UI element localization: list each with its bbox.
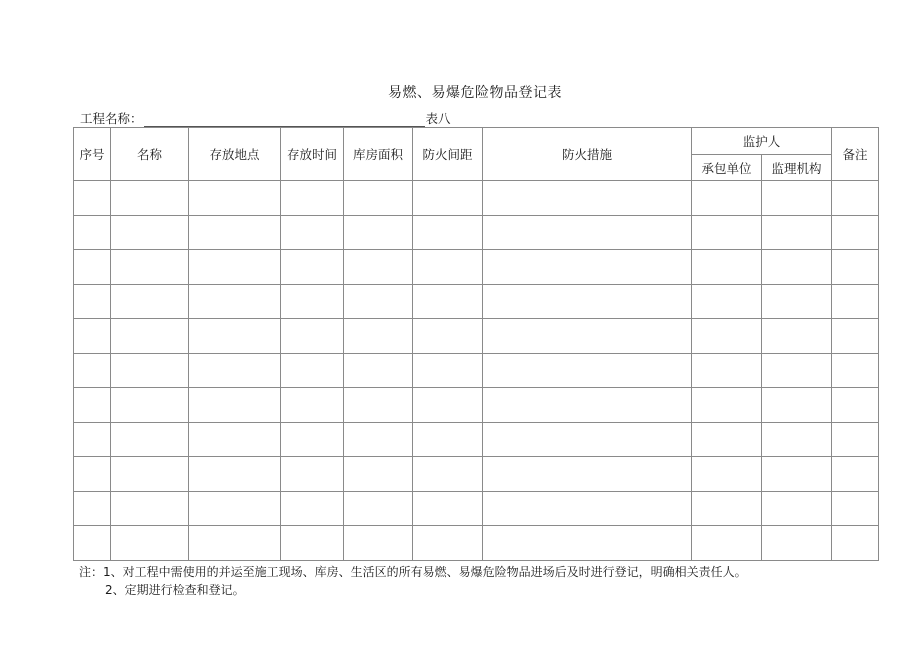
table-cell	[692, 181, 762, 216]
table-cell	[281, 422, 344, 457]
table-cell	[692, 388, 762, 423]
table-row	[74, 319, 879, 354]
project-name-field	[144, 114, 425, 127]
table-cell	[111, 215, 189, 250]
table-cell	[413, 422, 483, 457]
table-cell	[762, 250, 832, 285]
table-cell	[344, 491, 413, 526]
table-cell	[74, 491, 111, 526]
table-cell	[692, 284, 762, 319]
table-cell	[832, 422, 879, 457]
table-row	[74, 491, 879, 526]
table-cell	[483, 319, 692, 354]
table-cell	[413, 526, 483, 561]
table-cell	[281, 181, 344, 216]
table-cell	[692, 526, 762, 561]
table-cell	[832, 250, 879, 285]
document-title: 易燃、易爆危险物品登记表	[388, 85, 562, 101]
table-cell	[762, 526, 832, 561]
table-cell	[762, 215, 832, 250]
table-cell	[832, 319, 879, 354]
table-cell	[281, 388, 344, 423]
table-row	[74, 457, 879, 492]
table-cell	[413, 284, 483, 319]
table-row	[74, 181, 879, 216]
table-cell	[692, 491, 762, 526]
table-cell	[74, 250, 111, 285]
table-cell	[413, 491, 483, 526]
table-cell	[189, 388, 281, 423]
table-cell	[692, 215, 762, 250]
table-cell	[111, 422, 189, 457]
header-fire-measures: 防火措施	[483, 128, 692, 181]
notes	[79, 563, 747, 599]
table-cell	[189, 353, 281, 388]
table-cell	[762, 422, 832, 457]
table-cell	[413, 215, 483, 250]
table-cell	[762, 457, 832, 492]
table-cell	[189, 181, 281, 216]
table-cell	[832, 181, 879, 216]
table-cell	[189, 422, 281, 457]
table-cell	[483, 215, 692, 250]
table-cell	[281, 457, 344, 492]
table-cell	[344, 388, 413, 423]
table-cell	[413, 457, 483, 492]
table-cell	[111, 388, 189, 423]
table-cell	[832, 526, 879, 561]
table-cell	[832, 491, 879, 526]
table-cell	[344, 319, 413, 354]
table-row	[74, 284, 879, 319]
table-cell	[189, 457, 281, 492]
header-seq: 序号	[74, 128, 111, 181]
table-cell	[413, 353, 483, 388]
table-cell	[111, 181, 189, 216]
table-cell	[74, 181, 111, 216]
table-cell	[281, 250, 344, 285]
table-cell	[344, 422, 413, 457]
table-cell	[74, 284, 111, 319]
table-cell	[111, 353, 189, 388]
table-cell	[74, 215, 111, 250]
table-cell	[692, 250, 762, 285]
table-cell	[483, 284, 692, 319]
table-row	[74, 388, 879, 423]
table-cell	[111, 319, 189, 354]
table-cell	[692, 319, 762, 354]
header-location: 存放地点	[189, 128, 281, 181]
table-cell	[762, 181, 832, 216]
table-cell	[344, 353, 413, 388]
table-cell	[413, 388, 483, 423]
table-cell	[483, 250, 692, 285]
table-cell	[74, 422, 111, 457]
table-cell	[692, 457, 762, 492]
table-cell	[692, 353, 762, 388]
table-body	[74, 181, 879, 561]
header-supervisor: 监理机构	[762, 155, 832, 181]
table-cell	[344, 250, 413, 285]
project-name-line	[80, 111, 451, 127]
table-cell	[74, 388, 111, 423]
table-cell	[74, 353, 111, 388]
table-cell	[281, 526, 344, 561]
table-cell	[344, 284, 413, 319]
table-cell	[189, 319, 281, 354]
table-row	[74, 353, 879, 388]
table-cell	[111, 491, 189, 526]
table-cell	[74, 526, 111, 561]
table-cell	[189, 250, 281, 285]
table-cell	[344, 215, 413, 250]
table-cell	[483, 422, 692, 457]
table-cell	[483, 353, 692, 388]
table-cell	[483, 526, 692, 561]
note-2: 2、定期进行检查和登记。	[105, 583, 245, 597]
table-row	[74, 215, 879, 250]
table-cell	[692, 422, 762, 457]
table-cell	[281, 491, 344, 526]
table-cell	[74, 319, 111, 354]
table-cell	[762, 353, 832, 388]
table-cell	[832, 388, 879, 423]
table-cell	[762, 284, 832, 319]
table-cell	[483, 491, 692, 526]
table-cell	[111, 457, 189, 492]
table-cell	[111, 284, 189, 319]
table-cell	[832, 457, 879, 492]
table-row	[74, 526, 879, 561]
table-cell	[483, 457, 692, 492]
table-cell	[832, 353, 879, 388]
table-cell	[762, 491, 832, 526]
table-cell	[832, 215, 879, 250]
table-number: 表八	[425, 111, 451, 126]
table-cell	[483, 181, 692, 216]
table-cell	[189, 526, 281, 561]
table-cell	[189, 215, 281, 250]
header-remarks: 备注	[832, 128, 879, 181]
table-cell	[344, 181, 413, 216]
header-duration: 存放时间	[281, 128, 344, 181]
header-area: 库房面积	[344, 128, 413, 181]
table-cell	[74, 457, 111, 492]
table-cell	[281, 319, 344, 354]
table-cell	[189, 491, 281, 526]
table-cell	[281, 215, 344, 250]
header-guardian: 监护人	[692, 128, 832, 155]
header-contractor: 承包单位	[692, 155, 762, 181]
table-cell	[832, 284, 879, 319]
table-cell	[111, 250, 189, 285]
table-cell	[189, 284, 281, 319]
note-1: 注：1、对工程中需使用的并运至施工现场、库房、生活区的所有易燃、易爆危险物品进场后及时进行登记，明确相关责任人。	[79, 565, 747, 579]
table-cell	[344, 526, 413, 561]
project-name-label: 工程名称：	[80, 111, 143, 126]
table-cell	[281, 284, 344, 319]
table-cell	[413, 181, 483, 216]
header-name: 名称	[111, 128, 189, 181]
table-cell	[413, 319, 483, 354]
table-cell	[483, 388, 692, 423]
table-cell	[413, 250, 483, 285]
header-fire-distance: 防火间距	[413, 128, 483, 181]
table-cell	[111, 526, 189, 561]
table-row	[74, 250, 879, 285]
table-cell	[762, 388, 832, 423]
table-cell	[344, 457, 413, 492]
table-row	[74, 422, 879, 457]
table-cell	[762, 319, 832, 354]
hazardous-materials-register-table	[73, 127, 879, 561]
table-cell	[281, 353, 344, 388]
